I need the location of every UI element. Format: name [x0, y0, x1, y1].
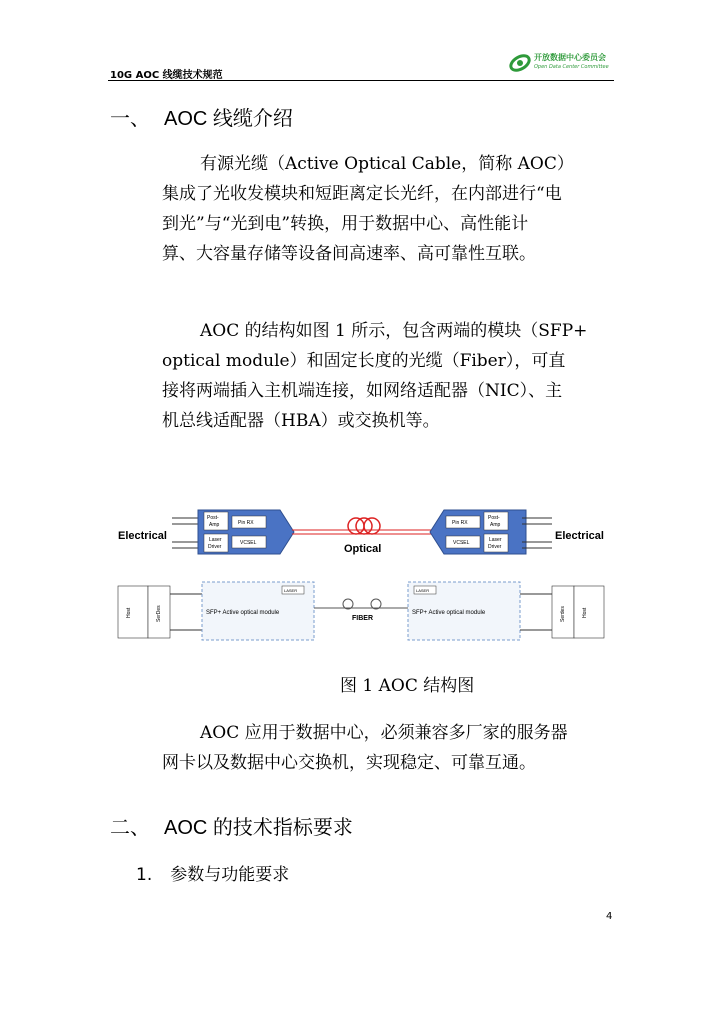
- right-vcsel: VCSEL: [453, 540, 470, 546]
- subsection-title: 参数与功能要求: [170, 865, 290, 885]
- text-line: 网卡以及数据中心交换机，实现稳定、可靠互通。: [162, 753, 536, 773]
- text-line: optical module）和固定长度的光缆（Fiber），可直: [162, 351, 566, 371]
- section-heading-1: [110, 102, 293, 131]
- text-line: 集成了光收发模块和短距离定长光纤，在内部进行“电: [162, 184, 562, 204]
- bottom-sfp-right: SFP+ Active optical module: [412, 610, 486, 616]
- optical-label: Optical: [344, 543, 382, 555]
- text-line: AOC 的结构如图 1 所示，包含两端的模块（SFP+: [200, 321, 588, 341]
- right-pinrx: Pin RX: [452, 520, 468, 526]
- header-doc-title: 10G AOC 线缆技术规范: [110, 70, 223, 81]
- bottom-host-left: Host: [126, 607, 132, 618]
- paragraph-structure: [162, 316, 620, 436]
- section-title: AOC 的技术指标要求: [164, 817, 353, 839]
- bottom-serdes-left: SerDes: [156, 605, 162, 622]
- subsection-heading: [136, 860, 289, 885]
- section-number: 二、: [110, 815, 150, 839]
- aoc-diagram: [112, 494, 612, 654]
- right-laser-1: Laser: [489, 537, 502, 543]
- bottom-laser-right: LASER: [416, 588, 430, 593]
- left-vcsel: VCSEL: [240, 540, 257, 546]
- bottom-serdes-right: Serdes: [560, 606, 566, 622]
- paragraph-intro: [162, 149, 620, 269]
- left-postamp-2: Amp: [209, 522, 220, 528]
- section-number: 一、: [110, 106, 150, 130]
- left-postamp-1: Post-: [207, 515, 219, 521]
- paragraph-application: [162, 718, 620, 778]
- right-postamp-2: Amp: [490, 522, 501, 528]
- bottom-laser-left: LASER: [284, 588, 298, 593]
- bottom-sfp-left: SFP+ Active optical module: [206, 610, 280, 616]
- text-line: 机总线适配器（HBA）或交换机等。: [162, 411, 440, 431]
- logo-cn-text: 开放数据中心委员会: [534, 53, 606, 62]
- bottom-fiber-label: FIBER: [352, 615, 373, 622]
- text-line: 接将两端插入主机端连接，如网络适配器（NIC）、主: [162, 381, 563, 401]
- left-laser-1: Laser: [209, 537, 222, 543]
- text-line: AOC 应用于数据中心，必须兼容多厂家的服务器: [200, 723, 568, 743]
- text-line: 有源光缆（Active Optical Cable，简称 AOC）: [200, 154, 574, 174]
- left-electrical-label: Electrical: [118, 530, 167, 542]
- text-line: 到光”与“光到电”转换，用于数据中心、高性能计: [162, 214, 529, 234]
- right-postamp-1: Post-: [488, 515, 500, 521]
- logo-en-text: Open Data Center Committee: [534, 64, 609, 70]
- left-pinrx: Pin RX: [238, 520, 254, 526]
- section-heading-2: [110, 811, 353, 840]
- right-electrical-label: Electrical: [555, 530, 604, 542]
- subsection-number: 1.: [136, 865, 153, 885]
- fiber-coil-icon: [348, 518, 380, 534]
- text-line: 算、大容量存储等设备间高速率、高可靠性互联。: [162, 244, 536, 264]
- left-laser-2: Driver: [208, 544, 222, 550]
- right-laser-2: Driver: [488, 544, 502, 550]
- section-title: AOC 线缆介绍: [164, 108, 293, 130]
- page-number: 4: [606, 911, 613, 922]
- figure-caption: 图 1 AOC 结构图: [340, 676, 475, 696]
- header-rule: [108, 80, 614, 81]
- odcc-logo: [508, 50, 616, 76]
- aoc-structure-figure: [112, 494, 612, 654]
- bottom-host-right: Host: [582, 607, 588, 618]
- logo-mark-icon: [508, 51, 532, 75]
